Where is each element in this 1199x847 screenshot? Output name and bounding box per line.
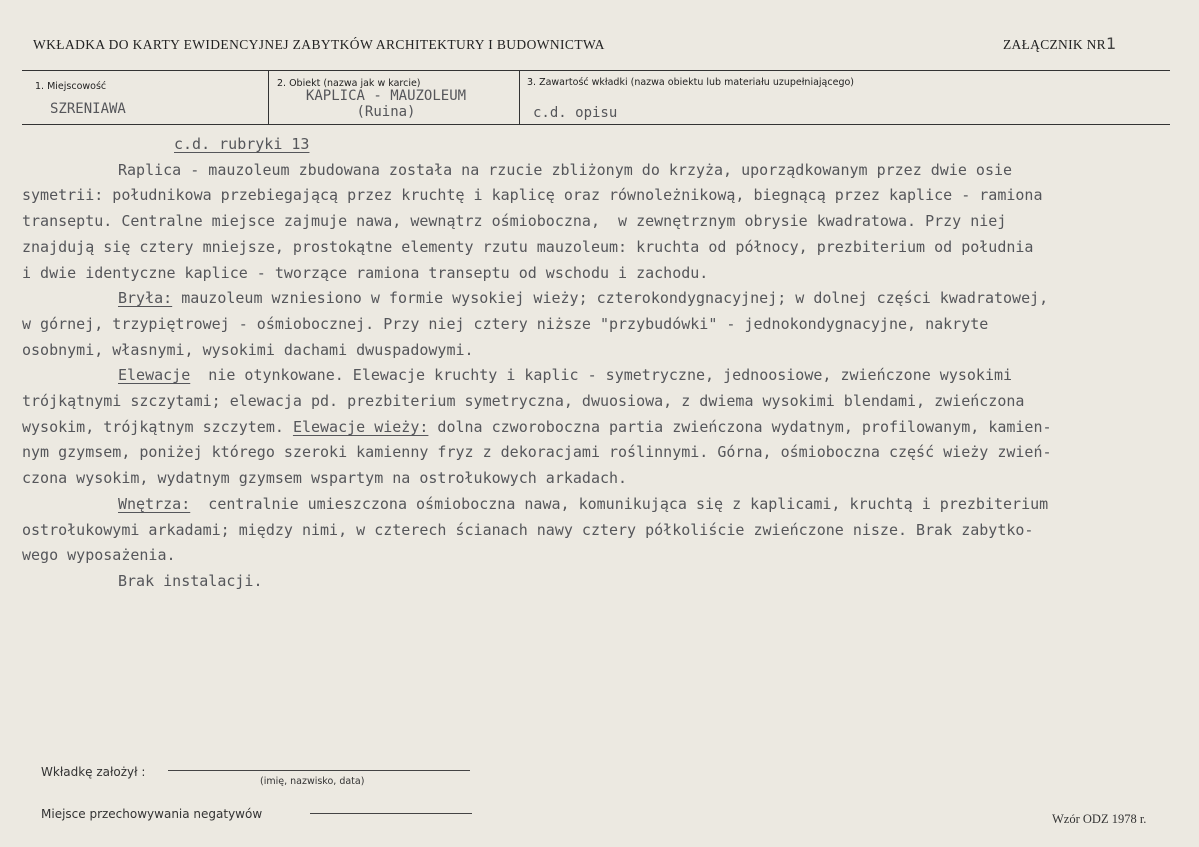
compiled-by-hint: (imię, nazwisko, data): [260, 776, 365, 787]
section-label-elewacje-wiezy: Elewacje wieży:: [292, 417, 429, 436]
text-line: nie otynkowane. Elewacje kruchty i kaplic - symetryczne, jednoosiowe, zwieńczone wysokimi: [190, 366, 1013, 385]
negatives-location-label: Miejsce przechowywania negatywów: [41, 807, 263, 821]
object-label: 2. Obiekt (nazwa jak w karcie): [277, 78, 421, 89]
field-divider-2: [519, 70, 520, 124]
text-line: ostrołukowymi arkadami; między nimi, w czterech ścianach nawy cztery półkoliście zwieńczone nisze. Brak zabytko-: [22, 520, 1034, 539]
text-line: i dwie identyczne kaplice - tworzące ramiona transeptu od wschodu i zachodu.: [22, 263, 709, 282]
text-line: Brak instalacji.: [118, 571, 263, 590]
header-bottom-rule: [22, 124, 1170, 125]
locality-label: 1. Miejscowość: [35, 81, 107, 92]
annex-label: ZAŁĄCZNIK NR: [1003, 37, 1106, 52]
annex-number-label: [1003, 34, 1116, 53]
field-divider-1: [268, 70, 269, 124]
compiled-by-line: [168, 770, 470, 771]
text-line: centralnie umieszczona ośmioboczna nawa, komunikująca się z kaplicami, kruchtą i prezbiterium: [190, 494, 1049, 513]
object-value-line1: KAPLICA - MAUZOLEUM: [305, 88, 467, 104]
text-line: symetrii: południkowa przebiegającą przez kruchtę i kaplicę oraz równoleżnikową, biegnącą przez kaplice - ramiona: [22, 186, 1043, 205]
text-line: nym gzymsem, poniżej którego szeroki kamienny fryz z dekoracjami roślinnymi. Górna, ośmioboczna część wieży zwień-: [22, 443, 1052, 462]
compiled-by-label: Wkładkę założył :: [41, 765, 146, 779]
continuation-heading: c.d. rubryki 13: [174, 135, 310, 153]
section-label-elewacje: Elewacje: [118, 366, 191, 385]
content-value: c.d. opisu: [533, 105, 618, 121]
text-line: osobnymi, własnymi, wysokimi dachami dwuspadowymi.: [22, 340, 474, 359]
form-model-label: Wzór ODZ 1978 r.: [1052, 812, 1147, 826]
text-line: wysokim, trójkątnym szczytem.: [22, 417, 293, 436]
section-label-bryla: Bryła:: [118, 289, 173, 308]
text-line: dolna czworoboczna partia zwieńczona wydatnym, profilowanym, kamien-: [428, 417, 1052, 436]
text-line: w górnej, trzypiętrowej - ośmiobocznej. Przy niej cztery niższe "przybudówki" - jednokondygnacyjne, nakryte: [22, 314, 989, 333]
text-line: Raplica - mauzoleum zbudowana została na rzucie zbliżonym do krzyża, uporządkowanym przez dwie osie: [118, 160, 1013, 179]
object-value-line2: (Ruina): [356, 104, 416, 120]
typed-description: [22, 132, 1182, 595]
header-top-rule: [22, 70, 1170, 71]
text-line: wego wyposażenia.: [22, 546, 176, 565]
text-line: znajdują się cztery mniejsze, prostokątne elementy rzutu mauzoleum: kruchta od północy, prezbiterium od południa: [22, 237, 1034, 256]
text-line: czona wysokim, wydatnym gzymsem wspartym na ostrołukowych arkadach.: [22, 469, 628, 488]
annex-number: 1: [1105, 34, 1117, 53]
locality-value: SZRENIAWA: [50, 101, 126, 117]
section-label-wnetrza: Wnętrza:: [118, 494, 191, 513]
negatives-location-line: [310, 813, 472, 814]
text-line: transeptu. Centralne miejsce zajmuje nawa, wewnątrz ośmioboczna, w zewnętrznym obrysie kwadratowa. Przy niej: [22, 212, 1007, 231]
document-title: WKŁADKA DO KARTY EWIDENCYJNEJ ZABYTKÓW ARCHITEKTURY I BUDOWNICTWA: [33, 37, 605, 52]
text-line: mauzoleum wzniesiono w formie wysokiej wieży; czterokondygnacyjnej; w dolnej części kwadratowej,: [172, 289, 1049, 308]
content-label: 3. Zawartość wkładki (nazwa obiektu lub materiału uzupełniającego): [527, 77, 854, 88]
text-line: trójkątnymi szczytami; elewacja pd. prezbiterium symetryczna, dwuosiowa, z dwiema wysokimi blendami, zwieńczona: [22, 392, 1025, 411]
